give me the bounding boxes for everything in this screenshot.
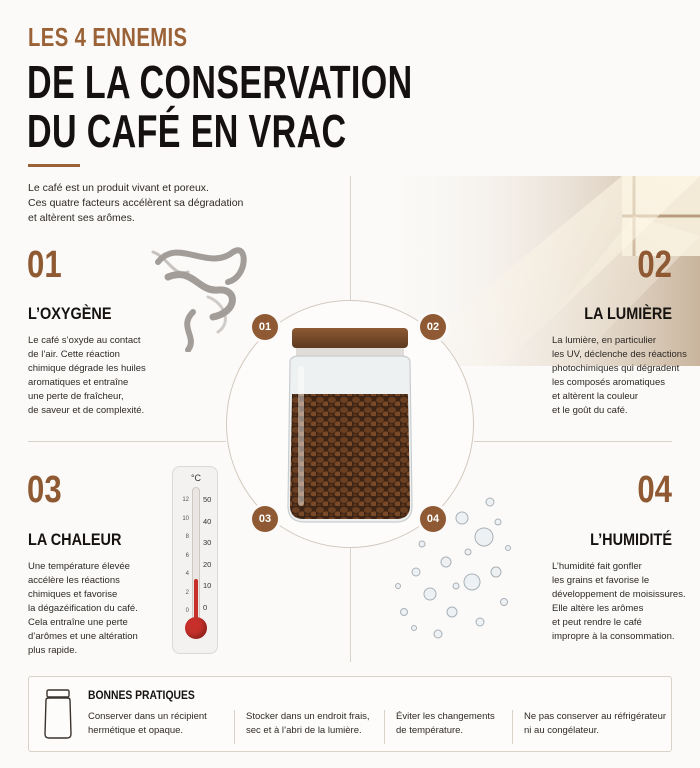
tip-line: hermétique et opaque.: [88, 725, 184, 736]
tip-line: Conserver dans un récipient: [88, 711, 207, 722]
scale-label: 30: [203, 538, 212, 547]
section-title-humidity: L’HUMIDITÉ: [590, 530, 672, 549]
body-line: Cela entraîne une perte: [28, 617, 128, 628]
scale-label: 12: [182, 497, 189, 503]
thermometer-scale-left: [177, 491, 189, 621]
header-kicker: LES 4 ENNEMIS: [28, 22, 188, 52]
tip-line: de température.: [396, 725, 464, 736]
badge-04: 04: [420, 506, 446, 532]
body-line: les composés aromatiques: [552, 377, 665, 388]
body-line: La lumière, en particulier: [552, 335, 657, 346]
thermometer-scale-right: [203, 489, 211, 618]
body-line: et le goût du café.: [552, 405, 628, 416]
tip-line: sec et à l’abri de la lumière.: [246, 725, 362, 736]
tip-divider: [384, 710, 385, 744]
body-line: Une température élevée: [28, 561, 130, 572]
scale-label: 40: [203, 516, 212, 526]
badge-02: 02: [420, 314, 446, 340]
body-line: développement de moisissures.: [552, 589, 686, 600]
body-line: de l’air. Cette réaction: [28, 349, 120, 360]
practices-title: BONNES PRATIQUES: [88, 690, 195, 702]
intro-line: Le café est un produit vivant et poreux.: [28, 182, 209, 194]
body-line: les UV, déclenche des réactions: [552, 349, 687, 360]
badge-03: 03: [252, 506, 278, 532]
body-line: les grains et favorise le: [552, 575, 650, 586]
title-underline: [28, 164, 80, 167]
body-line: la dégazéification du café.: [28, 603, 138, 614]
intro-line: Ces quatre facteurs accélèrent sa dégradation: [28, 197, 244, 209]
section-number-02: 02: [637, 244, 672, 286]
body-line: Le café s’oxyde au contact: [28, 335, 141, 346]
jar-icon: [42, 688, 74, 740]
smoke-image: [138, 232, 258, 352]
section-body-heat: [28, 560, 138, 658]
thermometer-image: [172, 466, 218, 654]
body-line: et altèrent la couleur: [552, 391, 639, 402]
divider-horizontal-left: [28, 441, 226, 442]
intro-text: [28, 181, 288, 226]
section-number-01: 01: [27, 244, 62, 286]
scale-label: 8: [185, 534, 189, 540]
scale-label: 2: [185, 589, 189, 596]
divider-horizontal-right: [474, 441, 672, 442]
scale-label: 6: [185, 552, 189, 559]
scale-label: 0: [185, 608, 189, 614]
section-number-03: 03: [27, 469, 62, 511]
page-title-line1: DE LA CONSERVATION: [27, 56, 413, 108]
scale-label: 10: [182, 515, 189, 522]
body-line: Elle altère les arômes: [552, 603, 644, 614]
body-line: L’humidité fait gonfler: [552, 561, 642, 572]
section-title-oxygen: L’OXYGÈNE: [28, 304, 112, 323]
practice-tip-1: [88, 710, 207, 738]
divider-vertical-top: [350, 176, 351, 300]
tip-line: Éviter les changements: [396, 711, 495, 722]
body-line: photochimiques qui dégradent: [552, 363, 680, 374]
body-line: impropre à la consommation.: [552, 631, 675, 642]
section-number-04: 04: [637, 469, 672, 511]
scale-label: 20: [203, 559, 212, 569]
scale-label: 0: [203, 602, 208, 612]
section-title-light: LA LUMIÈRE: [584, 304, 672, 323]
body-line: d’arômes et une altération: [28, 631, 138, 642]
body-line: plus rapide.: [28, 645, 78, 656]
section-body-light: [552, 334, 687, 418]
body-line: et peut rendre le café: [552, 617, 642, 628]
badge-01: 01: [252, 314, 278, 340]
scale-label: 4: [185, 571, 189, 577]
tip-line: ni au congélateur.: [524, 725, 600, 736]
water-droplets-image: [386, 482, 520, 652]
divider-vertical-bottom: [350, 548, 351, 662]
tip-divider: [512, 710, 513, 744]
body-line: chimiques et favorise: [28, 589, 118, 600]
practice-tip-2: [246, 710, 370, 738]
body-line: chimique dégrade les huiles: [28, 363, 146, 374]
page-title-line2: DU CAFÉ EN VRAC: [27, 105, 347, 157]
tip-divider: [234, 710, 235, 744]
tip-line: Stocker dans un endroit frais,: [246, 711, 370, 722]
body-line: aromatiques et entraîne: [28, 377, 129, 388]
section-title-heat: LA CHALEUR: [28, 530, 122, 549]
body-line: de saveur et de complexité.: [28, 405, 145, 416]
body-line: accélère les réactions: [28, 575, 120, 586]
section-body-oxygen: [28, 334, 146, 418]
practice-tip-3: [396, 710, 495, 738]
scale-label: 50: [203, 495, 212, 504]
thermometer-unit: °C: [190, 473, 202, 483]
intro-line: et altèrent ses arômes.: [28, 212, 135, 224]
scale-label: 10: [203, 581, 212, 590]
body-line: une perte de fraîcheur,: [28, 391, 124, 402]
practice-tip-4: [524, 710, 666, 738]
section-body-humidity: [552, 560, 686, 644]
tip-line: Ne pas conserver au réfrigérateur: [524, 711, 667, 722]
